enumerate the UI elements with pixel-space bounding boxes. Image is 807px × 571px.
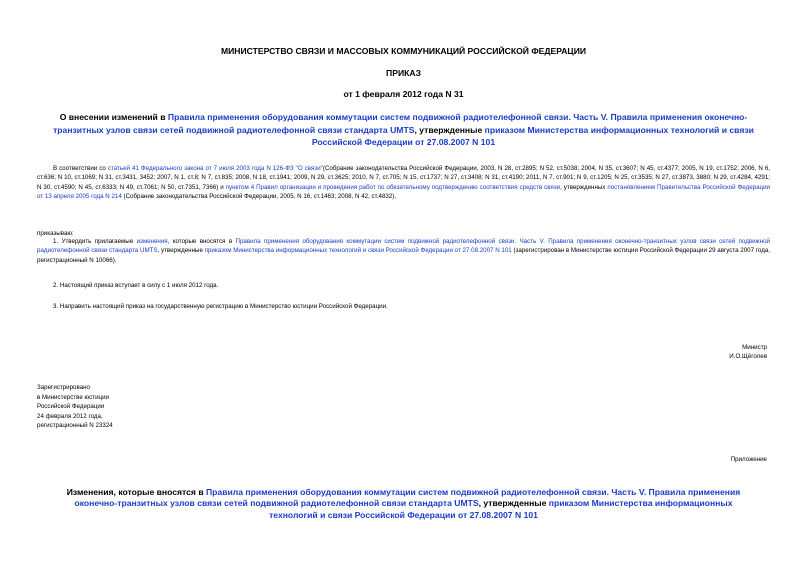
link-point-4-rules[interactable]: пунктом 4 Правил организации и проведения работ по обязательному подтверждению соответствия средств связи: [225, 183, 561, 191]
appendix-label: Приложение: [730, 456, 767, 463]
changes-prefix: Изменения, которые вносятся в: [66, 487, 206, 497]
preamble-paragraph: [37, 164, 770, 202]
link-article-41[interactable]: статьей 41 Федерального закона от 7 июля 2003 года N 126-ФЗ "О связи": [107, 165, 323, 172]
changes-middle: , утвержденные: [478, 498, 549, 509]
ministry-heading: МИНИСТЕРСТВО СВЯЗИ И МАССОВЫХ КОММУНИКАЦИЙ РОССИЙСКОЙ ФЕДЕРАЦИИ: [220, 46, 587, 56]
link-changes[interactable]: изменения: [136, 238, 168, 245]
item1-text-1: 1. Утвердить прилагаемые: [53, 238, 137, 245]
item-3: 3. Направить настоящий приказ на государственную регистрацию в Министерство юстиции Российской Федерации.: [53, 303, 388, 310]
changes-link-rules[interactable]: Правила применения оборудования коммутации систем подвижной радиотелефонной связи. Часть V. Правила применения оконечно-транзитных узлов связи сетей подвижной радиотелефонной связи стандарта UMTS: [74, 487, 741, 509]
link-order-101[interactable]: приказом Министерства информационных технологий и связи Российской Федерации от 27.08.2007 N 101: [204, 247, 512, 255]
preamble-text-1: В соответствии со: [53, 165, 108, 172]
title-link-order-101[interactable]: приказом Министерства информационных технологий и связи Российской Федерации от 27.08.2007 N 101: [311, 124, 754, 147]
title-middle: , утвержденные: [414, 124, 485, 135]
registration-line-2: в Министерстве юстиции: [37, 393, 110, 401]
changes-link-order-101[interactable]: приказом Министерства информационных технологий и связи Российской Федерации от 27.08.2007 N 101: [269, 498, 733, 520]
registration-line-5: регистрационный N 23324: [37, 422, 113, 430]
preamble-text-3: , утвержденных: [560, 183, 608, 191]
item-1: [37, 237, 770, 265]
signature-block: [567, 343, 767, 362]
item1-text-3: , утвержденные: [157, 247, 205, 255]
changes-title: [56, 487, 751, 521]
registration-block: [37, 383, 237, 431]
title-prefix: О внесении изменений в: [59, 112, 168, 122]
link-rules-part-v[interactable]: Правила применения оборудования коммутации систем подвижной радиотелефонной связи. Часть V. Правила применения оконечно-транзитных узлов связи сетей подвижной радиотелефонной связи стандарта UMTS: [37, 238, 770, 255]
preamble-text-2: (Собрание законодательства Российской Федерации, 2003, N 28, ст.2895; N 52, ст.5038; 2004, N 35, ст.3607; N 45, ст.4377; 2005, N 19, ст.1752; 2006, N 6, ст.636; N 10, ст.1069; N 31, ст.3431, 3452; 2007, N 1, ст.8; N 7, ст.835; 2008, N 18, ст.1941; 2009, N 29, ст.3625; 2010, N 7, ст.705; N 15, ст.1737; N 27, ст.3408; N 31, ст.4190; 2011, N 7, ст.901; N 9, ст.1205; N 25, ст.3535; N 27, ст.3873, 3880; N 29, ст.4284, 4291; N 30, ст.4590; N 45, ст.6333; N 49, ст.7061; N 50, ст.7351, 7366) и: [37, 165, 771, 191]
order-title: [40, 111, 767, 149]
title-link-rules[interactable]: Правила применения оборудования коммутации систем подвижной радиотелефонной связи. Часть V. Правила применения оконечно-транзитных узлов связи сетей подвижной радиотелефонной связи стандарта UMTS: [53, 112, 748, 135]
preamble-text-4: (Собрание законодательства Российской Федерации, 2005, N 16, ст.1463; 2008, N 42, ст.4832),: [121, 193, 397, 201]
item1-text-2: , которые вносятся в: [167, 238, 236, 245]
registration-line-4: 24 февраля 2012 года,: [37, 412, 103, 420]
signature-position: Министр: [742, 344, 767, 351]
orders-label: приказываю:: [37, 230, 74, 237]
signature-name: И.О.Щёголев: [729, 353, 767, 361]
order-date-number: от 1 февраля 2012 года N 31: [343, 89, 464, 99]
registration-line-1: Зарегистрировано: [37, 384, 90, 391]
registration-line-3: Российской Федерации: [37, 403, 105, 411]
link-government-decree-214[interactable]: постановлением Правительства Российской Федерации от 13 апреля 2005 года N 214: [37, 183, 770, 201]
item1-text-4: (зарегистрирован в Министерстве юстиции Российской Федерации 29 августа 2007 года, регистрационный N 10066).: [37, 247, 770, 264]
item-2: 2. Настоящий приказ вступает в силу с 1 июля 2012 года.: [53, 282, 219, 289]
order-heading: ПРИКАЗ: [386, 68, 421, 78]
